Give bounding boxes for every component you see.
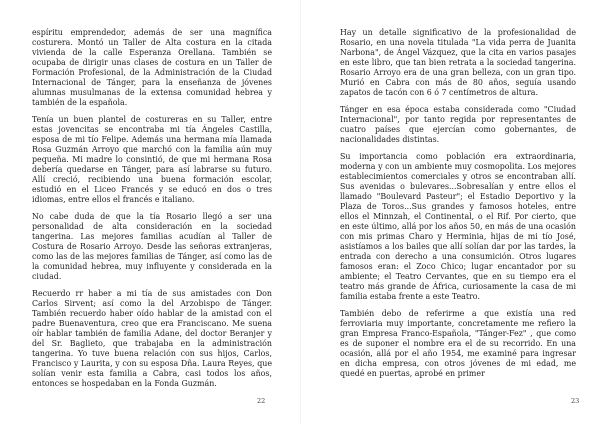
paragraph: Hay un detalle significativo de la profesionalidad de Rosario, en una novela titulada "La vida perra de Juanita Narbona", de Ángel Vázquez, que la cita en varios pasajes en este libro, que tan bien retrata a la sociedad tangerina. Rosario Arroyo era de una gran belleza, con un gran tipo. Murió en Cabra con más de 80 años, seguía usando zapatos de tacón con 6 ó 7 centímetros de altura. — [340, 28, 576, 97]
paragraph: Tánger en esa época estaba considerada como "Ciudad Internacional", por tanto regida por representantes de cuatro países que ejercían como gobernantes, de nacionalidades distintas. — [340, 105, 576, 144]
right-page-text — [340, 28, 576, 386]
paragraph: espíritu emprendedor, además de ser una magnífica costurera. Montó un Taller de Alta costura en la citada vivienda de la calle Esperanza Orellana. También se ocupaba de dirigir unas clases de costura en un Taller de Formación Profesional, de la Administración de la Ciudad Internacional de Tánger, para la enseñanza de jóvenes alumnas musulmanas de la extensa comunidad hebrea y también de la española. — [32, 28, 272, 107]
paragraph: Tenía un buen plantel de costureras en su Taller, entre estas jovencitas se encontraba mi tía Ángeles Castilla, esposa de mi tío Felipe. Además una hermana mía llamada Rosa Guzmán Arroyo que marchó con la familia aún muy pequeña. Mi madre lo consintió, de que mi hermana Rosa debería quedarse en Tánger, para así labrarse su futuro. Allí creció, recibiendo una buena formación escolar, estudió en el Liceo Francés y se educó en dos o tres idiomas, entre ellos el francés e italiano. — [32, 115, 272, 204]
left-page-text — [32, 28, 272, 396]
page-number: 22 — [257, 397, 266, 405]
paragraph: No cabe duda de que la tía Rosario llegó a ser una personalidad de alta consideración en la sociedad tangerina. Las mejores familias acudían al Taller de Costura de Rosario Arroyo. Desde las señoras extranjeras, como las de las mejores familias de Tánger, así como las de la comunidad hebrea, muy influyente y considerada en la ciudad. — [32, 212, 272, 281]
paragraph: Recuerdo rr haber a mi tía de sus amistades con Don Carlos Sirvent; así como la del Arzobispo de Tánger. También recuerdo haber oído hablar de la amistad con el padre Buenaventura, creo que era Franciscano. Me suena oír hablar también de familia Adane, del doctor Beranjer y del Sr. Baglieto, que trabajaba en la administración tangerina. Yo tuve buena relación con sus hijos, Carlos, Francisco y Laurita, y con su esposa Dña. Laura Reyes, que solían venir esta familia a Cabra, casi todos los años, entonces se hospedaban en la Fonda Guzmán. — [32, 289, 272, 388]
right-page — [300, 0, 600, 424]
paragraph: Su importancia como población era extraordinaria, moderna y con un ambiente muy cosmopolita. Los mejores establecimientos comerciales y otros se encontraban allí. Sus avenidas o bulevares...Sobresalían y entre ellos el llamado "Boulevard Pasteur"; el Estadio Deportivo y la Plaza de Toros...Sus grandes y famosos hoteles, entre ellos el Minnzah, el Continental, o el Rif. Por cierto, que en este último, allá por los años 50, en más de una ocasión con mis primas Charo y Herminia, hijas de mi tío José, asistíamos a los bailes que allí solían dar por las tardes, la entrada con derecho a una consumición. Otros lugares famosos eran: el Zoco Chico; lugar encantador por su ambiente; el Teatro Cervantes, que en su tiempo era el teatro más grande de África, curiosamente la casa de mi familia estaba frente a este Teatro. — [340, 152, 576, 301]
paragraph: También debo de referirme a que existía una red ferroviaria muy importante, concretamente me refiero la gran Empresa Franco-Española, "Tánger-Fez" , que como es de suponer el nombre era el de su recorrido. En una ocasión, allá por el año 1954, me examiné para ingresar en dicha empresa, con otros jóvenes de mi edad, me quedé en puertas, aprobé en primer — [340, 309, 576, 378]
page-number: 23 — [571, 397, 580, 405]
